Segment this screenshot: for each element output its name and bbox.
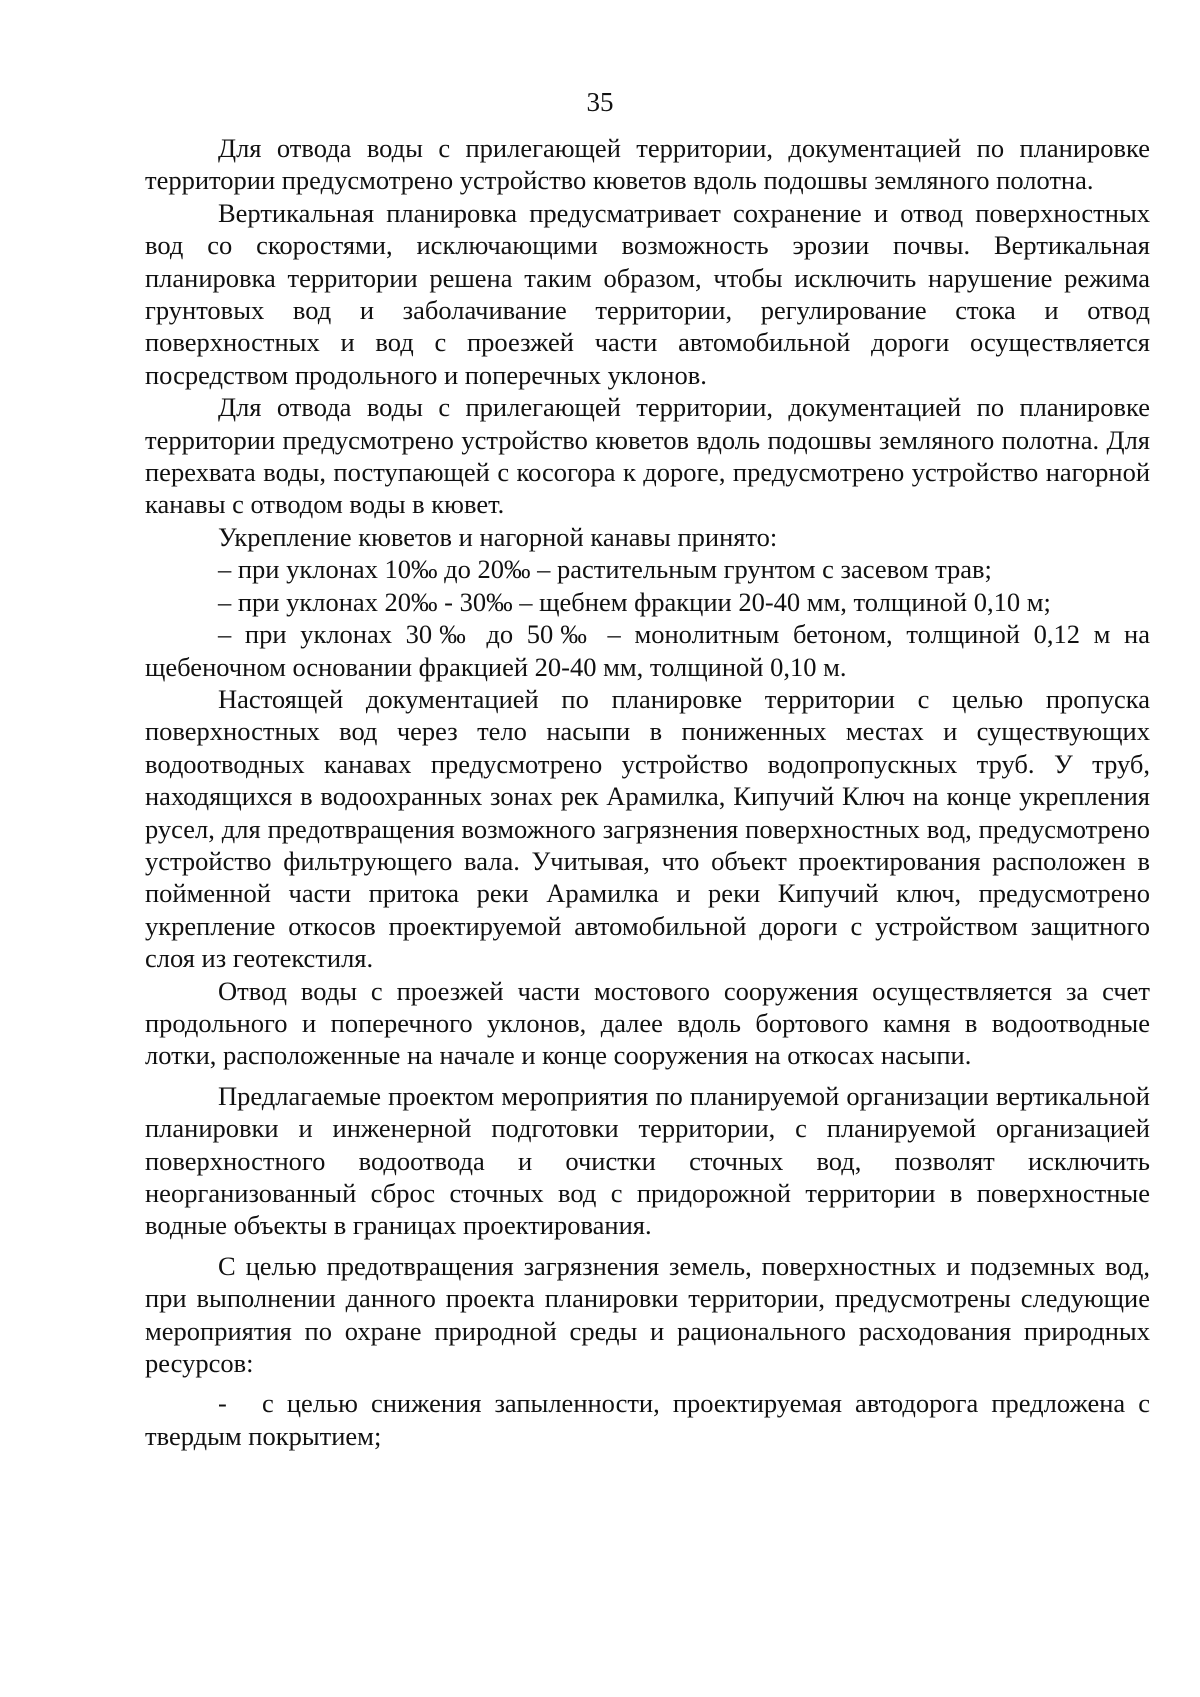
body-text <box>145 132 1150 1452</box>
paragraph: Укрепление кюветов и нагорной канавы принято: <box>218 521 778 552</box>
paragraph: Предлагаемые проектом мероприятия по планируемой организации вертикальной планировки и инженерной подготовки территории, с планируемой организацией поверхностного водоотвода и очистки сточных вод, позволят исключить неорганизованный сброс сточных вод с придорожной территории в поверхностные водные объекты в границах проектирования. <box>145 1080 1150 1241</box>
list-item: – при уклонах 30‰ до 50‰ – монолитным бетоном, толщиной 0,12 м на щебеночном основании фракцией 20-40 мм, толщиной 0,10 м. <box>145 619 1150 682</box>
bullet-list-item <box>145 1387 1150 1452</box>
paragraph: С целью предотвращения загрязнения земель, поверхностных и подземных вод, при выполнении данного проекта планировки территории, предусмотрены следующие мероприятия по охране природной среды и рационального расходования природных ресурсов: <box>145 1250 1150 1379</box>
page-number: 35 <box>586 87 614 117</box>
bullet-text: с целью снижения запыленности, проектируемая автодорога предложена с твердым покрытием; <box>145 1388 1150 1451</box>
paragraph: Для отвода воды с прилегающей территории, документацией по планировке территории предусмотрено устройство кюветов вдоль подошвы земляного полотна. Для перехвата воды, поступающей с косогора к дороге, предусмотрено устройство нагорной канавы с отводом воды в кювет. <box>145 392 1150 520</box>
paragraph: Вертикальная планировка предусматривает сохранение и отвод поверхностных вод со скоростями, исключающими возможность эрозии почвы. Вертикальная планировка территории решена таким образом, чтобы исключить нарушение режима грунтовых вод и заболачивание территории, регулирование стока и отвод поверхностных и вод с проезжей части автомобильной дороги осуществляется посредством продольного и поперечных уклонов. <box>145 197 1150 390</box>
bullet-mark: - <box>218 1388 227 1419</box>
list-item: – при уклонах 20‰ - 30‰ – щебнем фракции 20-40 мм, толщиной 0,10 м; <box>218 586 1051 617</box>
paragraph: Отвод воды с проезжей части мостового сооружения осуществляется за счет продольного и поперечного уклонов, далее вдоль бортового камня в водоотводные лотки, расположенные на начале и конце сооружения на откосах насыпи. <box>145 975 1150 1071</box>
list-item: – при уклонах 10‰ до 20‰ – растительным грунтом с засевом трав; <box>218 554 992 585</box>
paragraph: Для отвода воды с прилегающей территории, документацией по планировке территории предусмотрено устройство кюветов вдоль подошвы земляного полотна. <box>145 133 1150 196</box>
paragraph: Настоящей документацией по планировке территории с целью пропуска поверхностных вод через тело насыпи в пониженных местах и существующих водоотводных канавах предусмотрено устройство водопропускных труб. У труб, находящихся в водоохранных зонах рек Арамилка, Кипучий Ключ на конце укрепления русел, для предотвращения возможного загрязнения поверхностных вод, предусмотрено устройство фильтрующего вала. Учитывая, что объект проектирования расположен в пойменной части притока реки Арамилка и реки Кипучий ключ, предусмотрено укрепление откосов проектируемой автомобильной дороги с устройством защитного слоя из геотекстиля. <box>145 683 1150 974</box>
